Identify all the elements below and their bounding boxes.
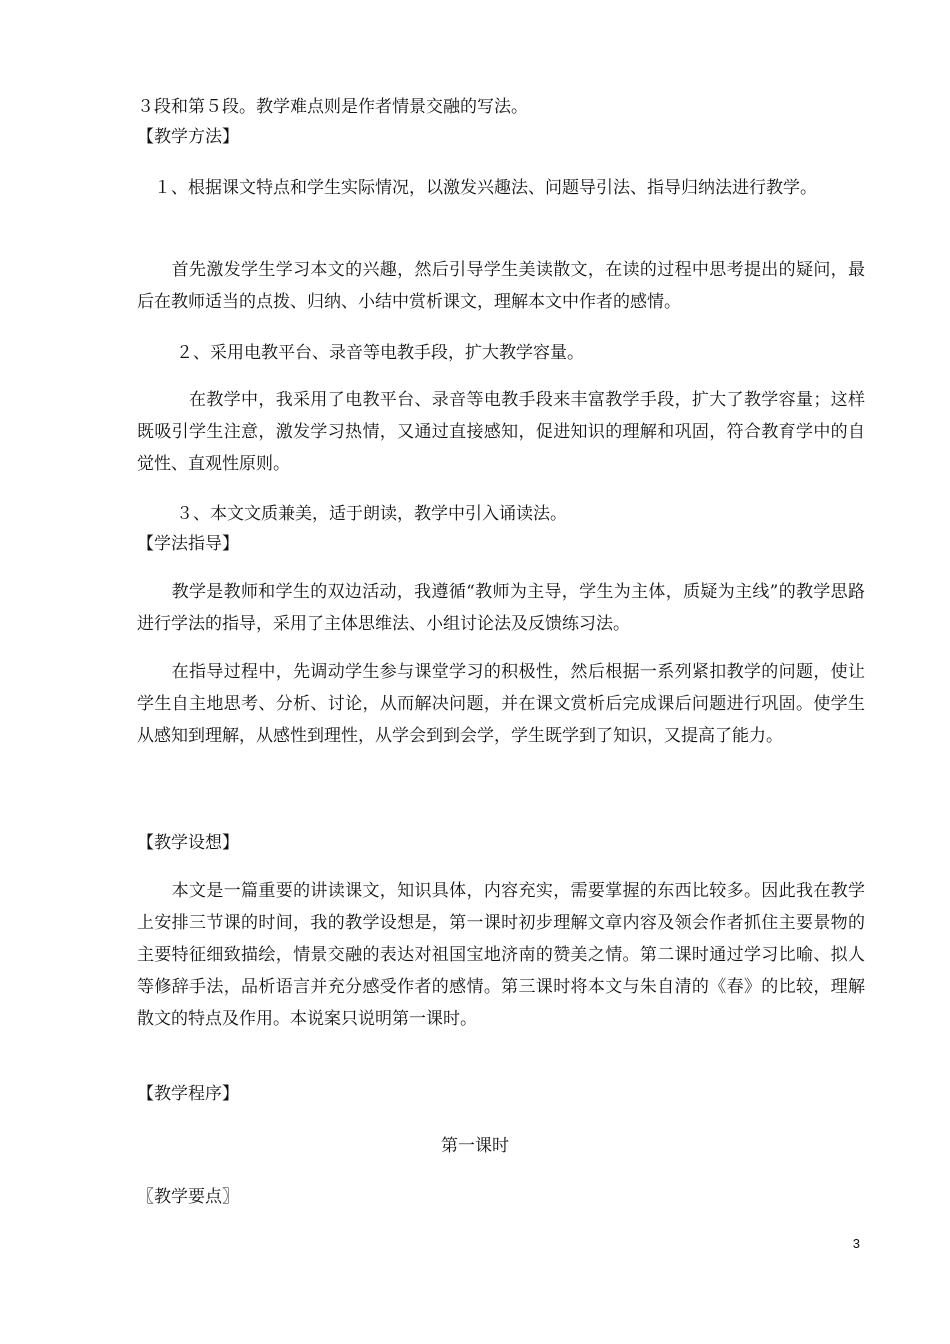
method-1-text: 首先激发学生学习本文的兴趣，然后引导学生美读散文，在读的过程中思考提出的疑问，最后在教师适当的点拨、归纳、小结中赏析课文，理解本文中作者的感情。: [137, 260, 865, 312]
teaching-concept-heading: 【教学设想】: [137, 833, 239, 853]
method-1-title: １、根据课文特点和学生实际情况，以激发兴趣法、问题导引法、指导归纳法进行教学。: [137, 178, 817, 198]
method-3-title: ３、本文文质兼美，适于朗读，教学中引入诵读法。: [176, 504, 567, 524]
guidance-heading: 【学法指导】: [137, 534, 239, 554]
key-points-heading: 〖教学要点〗: [137, 1187, 239, 1207]
method-2-title: ２、采用电教平台、录音等电教手段，扩大教学容量。: [176, 343, 584, 363]
guidance-text-1: 教学是教师和学生的双边活动，我遵循“教师为主导，学生为主体，质疑为主线”的教学思路进行学法的指导，采用了主体思维法、小组讨论法及反馈练习法。: [137, 582, 865, 634]
method-2-text: 在教学中，我采用了电教平台、录音等电教手段来丰富教学手段，扩大了教学容量；这样既吸引学生注意，激发学习热情，又通过直接感知，促进知识的理解和巩固，符合教育学中的自觉性、直观性原则。: [137, 390, 865, 474]
methods-heading: 【教学方法】: [137, 127, 239, 147]
guidance-text-2: 在指导过程中，先调动学生参与课堂学习的积极性，然后根据一系列紧扣教学的问题，使让学生自主地思考、分析、讨论，从而解决问题，并在课文赏析后完成课后问题进行巩固。使学生从感知到理解，从感性到理性，从学会到到会学，学生既学到了知识，又提高了能力。: [137, 662, 865, 746]
teaching-procedure-heading: 【教学程序】: [137, 1084, 239, 1104]
teaching-concept-text: 本文是一篇重要的讲读课文，知识具体，内容充实，需要掌握的东西比较多。因此我在教学上安排三节课的时间，我的教学设想是，第一课时初步理解文章内容及领会作者抓住主要景物的主要特征细致描绘，情景交融的表达对祖国宝地济南的赞美之情。第二课时通过学习比喻、拟人等修辞手法，品析语言并充分感受作者的感情。第三课时将本文与朱自清的《春》的比较，理解散文的特点及作用。本说案只说明第一课时。: [137, 881, 865, 1029]
page-number: 3: [852, 1236, 860, 1251]
continuation-line: ３段和第５段。教学难点则是作者情景交融的写法。: [137, 97, 528, 117]
lesson-title: 第一课时: [441, 1136, 509, 1156]
